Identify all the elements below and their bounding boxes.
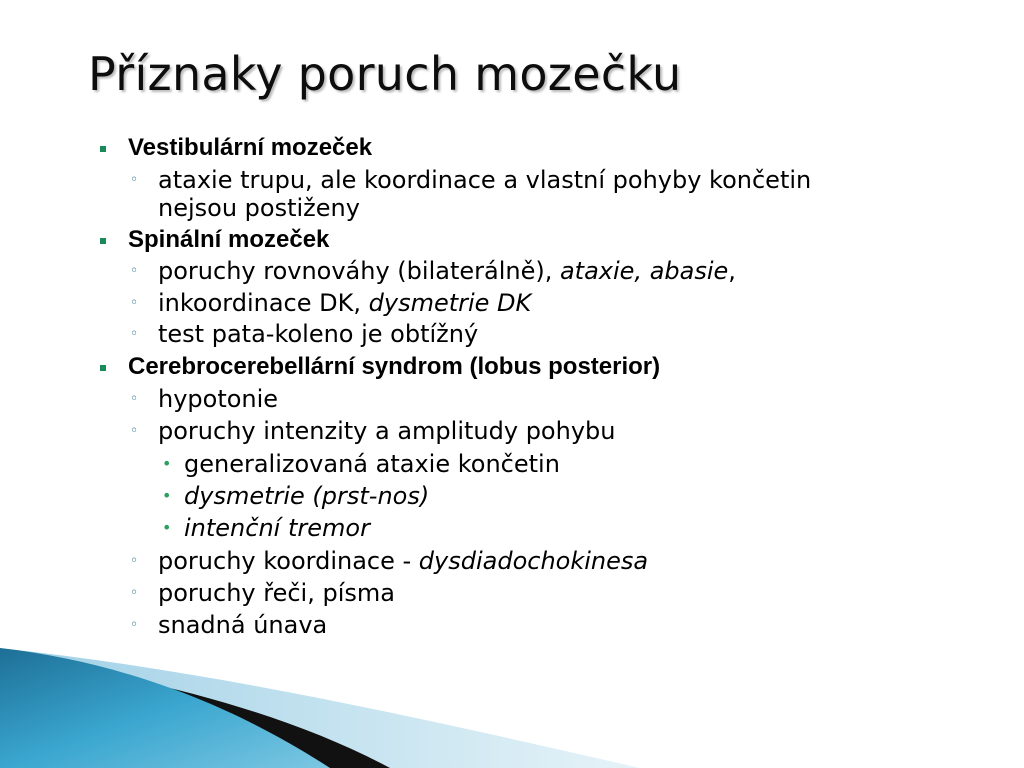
list-item-text: poruchy intenzity a amplitudy pohybu (158, 417, 616, 445)
list-item-text: dysmetrie DK (368, 289, 532, 317)
list-item-text: dysdiadochokinesa (418, 547, 649, 575)
circle-bullet-icon: ◦ (130, 553, 139, 569)
circle-bullet-icon: ◦ (130, 617, 139, 633)
list-item-text: Vestibulární mozeček (128, 134, 373, 161)
list-item-text: hypotonie (158, 385, 279, 413)
list-item-text: generalizovaná ataxie končetin (184, 450, 560, 478)
dot-bullet-icon: • (162, 486, 172, 505)
circle-bullet-icon: ◦ (130, 423, 139, 439)
circle-bullet-icon: ◦ (130, 172, 139, 188)
list-item-text: Spinální mozeček (128, 226, 330, 253)
dot-bullet-icon: • (162, 454, 172, 473)
list-item-text: poruchy rovnováhy (bilaterálně), (158, 257, 560, 285)
list-item-text: inkoordinace DK, (158, 289, 369, 317)
circle-bullet-icon: ◦ (130, 295, 139, 311)
list-item-text: snadná únava (158, 611, 328, 639)
list-item-text: poruchy řeči, písma (158, 579, 395, 607)
circle-bullet-icon: ◦ (130, 326, 139, 342)
circle-bullet-icon: ◦ (130, 585, 139, 601)
circle-bullet-icon: ◦ (130, 391, 139, 407)
slide-title: Příznaky poruch mozečku (88, 47, 682, 101)
list-item-text: , (728, 257, 736, 285)
list-item-text: ataxie, abasie (559, 257, 729, 285)
list-item-text: Cerebrocerebellární syndrom (lobus posterior) (128, 353, 661, 380)
list-item-text: poruchy koordinace - (158, 547, 419, 575)
list-item-text: intenční tremor (184, 514, 370, 542)
dot-bullet-icon: • (162, 518, 172, 537)
list-item-text: test pata-koleno je obtížný (158, 320, 479, 348)
list-item-text: dysmetrie (prst-nos) (184, 482, 430, 510)
list-item-text: nejsou postiženy (158, 194, 360, 222)
list-item-text: ataxie trupu, ale koordinace a vlastní pohyby končetin (158, 166, 812, 194)
circle-bullet-icon: ◦ (130, 263, 139, 279)
